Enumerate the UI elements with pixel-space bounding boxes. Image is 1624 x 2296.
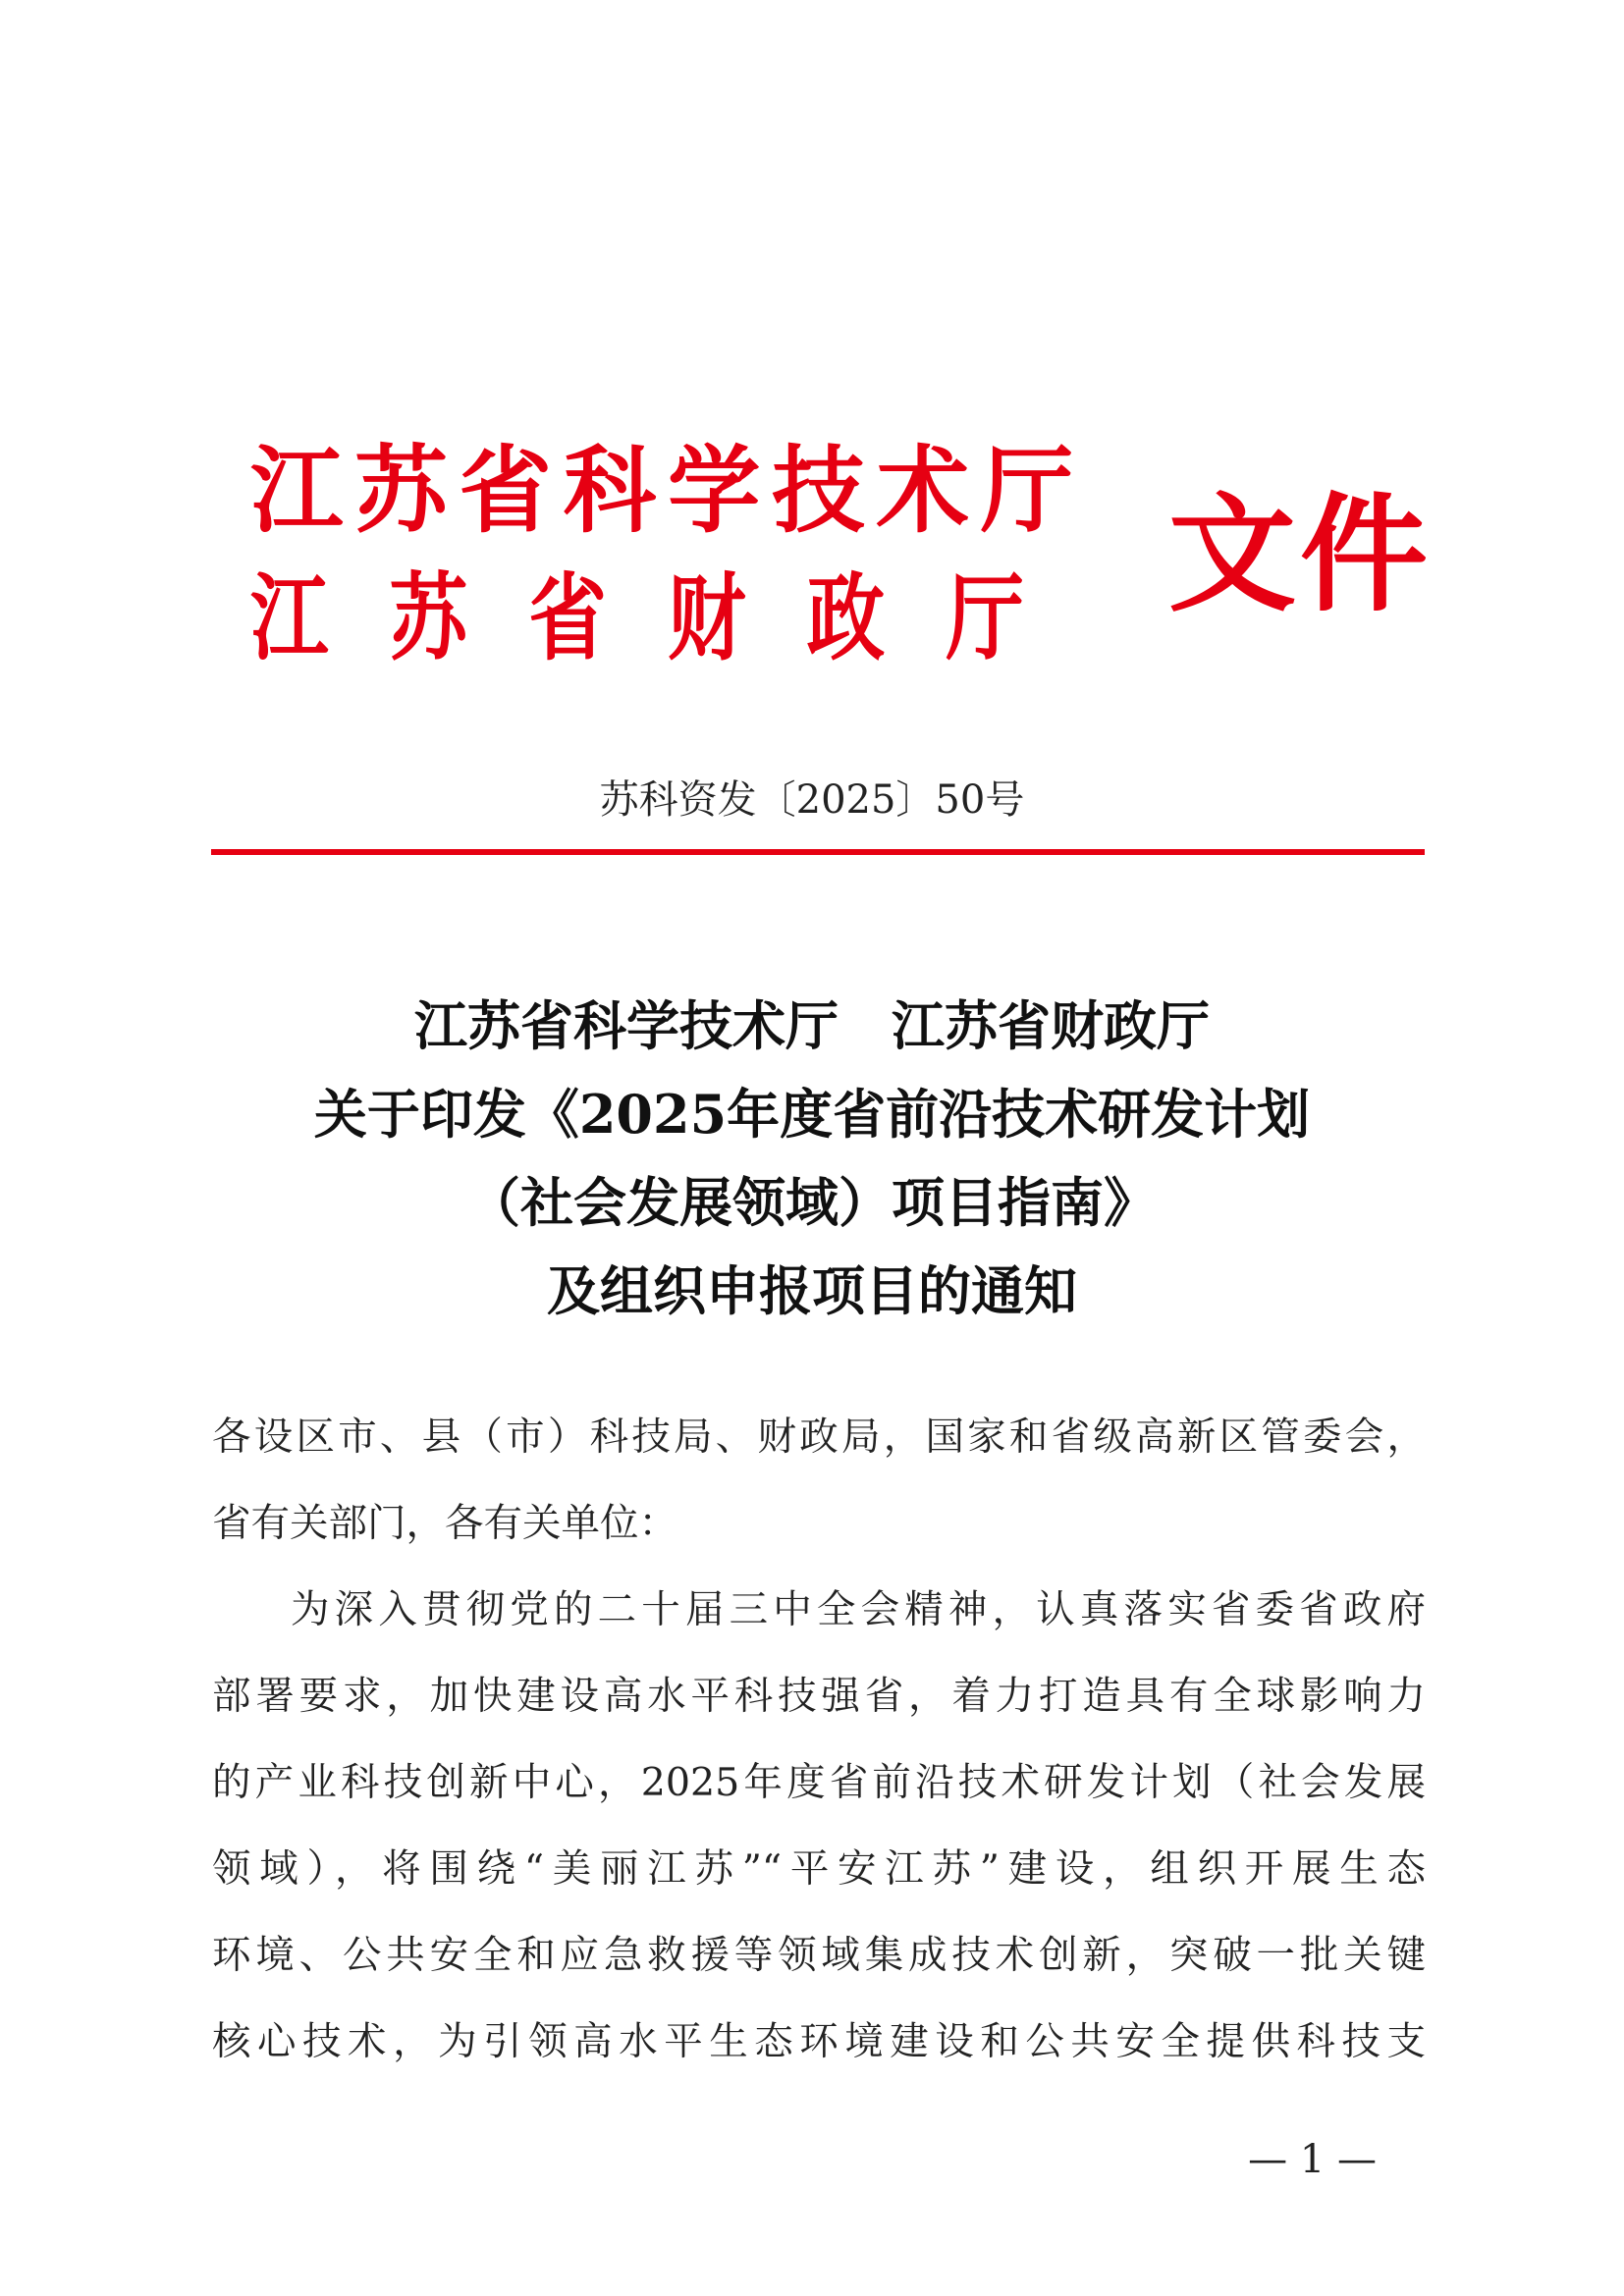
- title-line-1: [0, 982, 1624, 1070]
- notice-title: [0, 982, 1624, 1335]
- paragraph-line: 的产业科技创新中心，2025年度省前沿技术研发计划（社会发展: [212, 1760, 1426, 1805]
- notice-body: [212, 1394, 1426, 2085]
- title-issuer-1: 江苏省科学技术厅: [414, 994, 839, 1057]
- page-number: — 1 —: [1248, 2137, 1377, 2182]
- issuer-finance-dept: 江苏省财政厅: [250, 563, 1085, 673]
- title-issuer-2: 江苏省财政厅: [892, 994, 1210, 1057]
- title-line-3: （社会发展领域）项目指南》: [467, 1171, 1157, 1234]
- document-number: 苏科资发〔2025〕50号: [599, 777, 1025, 823]
- paragraph-line: 环境、公共安全和应急救援等领域集成技术创新，突破一批关键: [212, 1933, 1426, 1978]
- addressee-line-2: 省有关部门，各有关单位：: [212, 1501, 677, 1546]
- addressee-line-1: 各设区市、县（市）科技局、财政局，国家和省级高新区管委会，: [212, 1415, 1426, 1460]
- title-line-2: 关于印发《2025年度省前沿技术研发计划: [313, 1083, 1311, 1146]
- document-header: [250, 436, 1433, 682]
- title-line-4: 及组织申报项目的通知: [547, 1259, 1077, 1322]
- red-divider: [211, 849, 1425, 855]
- paragraph-line: 为深入贯彻党的二十届三中全会精神，认真落实省委省政府: [291, 1587, 1426, 1632]
- paragraph-line: 核心技术，为引领高水平生态环境建设和公共安全提供科技支: [212, 2019, 1426, 2064]
- issuer-science-dept: 江苏省科学技术厅: [250, 436, 1085, 546]
- paragraph-line: 部署要求，加快建设高水平科技强省，着力打造具有全球影响力: [212, 1674, 1426, 1719]
- document-word: 文件: [1168, 480, 1433, 629]
- paragraph-line: 领域），将围绕“美丽江苏”“平安江苏”建设，组织开展生态: [212, 1846, 1426, 1892]
